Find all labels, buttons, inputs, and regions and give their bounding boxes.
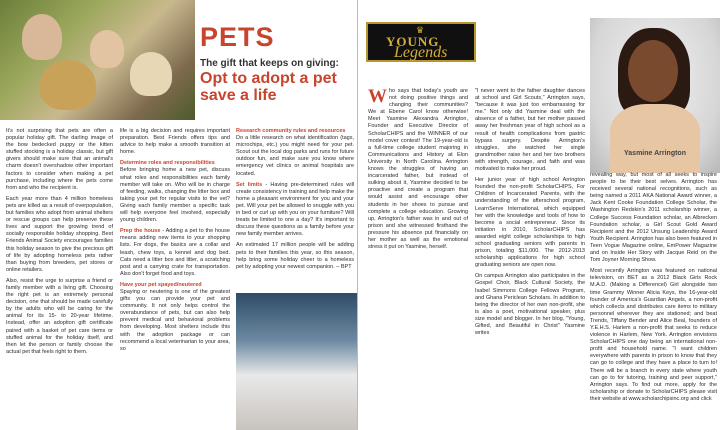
drop-cap: W [368, 86, 387, 107]
portrait-caption: Yasmine Arrington [624, 150, 686, 157]
pets-page [0, 0, 358, 430]
banner-top: YOUNG [386, 34, 440, 49]
subheading: Set limits [236, 181, 263, 188]
paragraph: revealing way, but most of all seeks to inspire people to be their best selves. Arrington has received several national recognitions, such as being named a 2011 AKA National Award winner, a Jack Kent Cooke Foundation College Scholar, the Washington Redskin's 2011 scholarship winner, a College Success Foundation scholar, an Albrecken Foundation scholar, a Girl Scout Gold Award Recipient and the 2012 Unsung Leadership Award Youth Recipient. Arrington has also been featured in Teen Vogue Magazine online, EmPower Magazine and on Inside Her Story with Jacque Reid on the Tom Joyner Morning Show. [590, 172, 717, 264]
headline: Opt to adopt a pet save a life [200, 70, 337, 104]
portrait-body [610, 104, 700, 173]
subheading: Determine roles and responsibilities [120, 160, 215, 167]
profile-column-2 [475, 88, 585, 341]
paragraph: It's not surprising that pets are often a popular holiday gift. The darling image of the bow bedecked puppy or the kitten stuffed stocking is a holiday classic, but gift givers should make sure that an animal's charm doesn't overshadow other important factors to consider when making a pet purchase, including where the pets come from and who the recipient is. [6, 128, 113, 191]
family-with-dog-photo [0, 0, 195, 120]
photo-figure [90, 30, 124, 68]
banner-bottom: Legends [394, 44, 448, 61]
photo-figure [22, 14, 62, 60]
profile-column-1 [368, 88, 468, 255]
young-legends-banner [366, 22, 476, 62]
article-column-1 [6, 128, 113, 360]
portrait-face [628, 40, 678, 102]
young-legends-page [358, 0, 720, 430]
paragraph: Each year more than 4 million homeless pets are killed as a result of overpopulation, but families who adopt from animal shelters or rescue groups can help preserve these lives and support the growing trend of socially responsible holiday shopping. Best Friends Animal Society encourages families this holiday season to give the precious gift of life by adopting homeless pets rather than buying from breeders, pet stores or online retailers. [6, 195, 113, 273]
section-title: PETS [200, 22, 275, 52]
paragraph: Before bringing home a new pet, discuss what roles and responsibilities each family member will take on. Who will be in charge of feeding, walks, changing the litter box and taking your pet for regular visits to the vet? Giving each family member a specific task will help everyone feel involved, especially young children. [120, 167, 230, 224]
paragraph: Having pre-determined rules will create consistency in training and help make the home a pleasant environment for you and your pet. Will your pet be allowed to snuggle with you in bed or curl up with you on your furniture? Will treats be limited to one a day? It's important to discuss these questions as a family before your new family member arrives. [236, 181, 355, 238]
profile-column-3 [590, 172, 717, 407]
kicker: The gift that keeps on giving: [200, 58, 339, 69]
paragraph: "I never went to the father daughter dances at school and Girl Scouts," Arrington says, "because it was just too embarrassing for me." Not only did Yasmine deal with the absence of a father, but her mother passed away her freshman year of high school as a result of health complications from gastric bypass surgery. Despite Arrington's struggles, she watched her single grandmother raise her and her two brothers with strength, courage, and faith and was motivated to make her proud. [475, 88, 585, 173]
paragraph: An estimated 17 million people will be adding pets to their families this year, so this season, help bring some holiday cheer to a homeless pet by adopting your newest companion. – BPT [236, 242, 354, 270]
subheading: Prep the house [120, 228, 161, 235]
paragraph: Do a little research on what identification (tags, microchips, etc.) you might need for your pet. Scout out the local dog parks and runs for future outdoor fun, and make sure you know where emergency vet clinics or animal hospitals are located. [236, 135, 354, 177]
paragraph: Her junior year of high school Arrington founded the non-profit ScholarCHIPS, For Children of Incarcerated Parents, with the understanding of the afterschool program, LearnServe International, which equipped her with the knowledge and tools of how to become a social entrepreneur. Since its initiation in 2010, ScholarCHIPS has awarded eight college scholarships to high school graduating seniors with parents in prison, totaling $11,000. The 2012-2013 scholarship applications for high school graduating seniors are open now. [475, 177, 585, 269]
subheading: Research community rules and resources [236, 128, 346, 134]
paragraph: life is a big decision and requires important preparation. Best Friends offers tips and advice to help make a smooth transition at home. [120, 128, 230, 156]
crown-icon: ♛ [416, 25, 425, 35]
paragraph: Adding a pet to the house means adding new items to your shopping lists. For dogs, the basics are a collar and leash, chew toys, a kennel and dog bed. Cats need a litter box and litter, a scratching post and a carrying crate for transportation. Also don't forget food and toys. [120, 228, 230, 277]
paragraph: Most recently Arrington was featured on national television, on BET as a 2012 Black Girls Rock M.A.D. (Making a Differencel) Girl alongside two time Grammy Winner Alicia Keys, the 16-year-old founder of America's Guardian Angels, a non-profit which collects and distributes care items to military personnel wherever they are stationed; and beat Trends, Tiffany Bender and Alice Beal, founders of Y.E.H.S. Harlem a non-profit that seeks to reduce violence in Harlem, New York. Arrington envisions ScholarCHIPS one day being an international non-profit and household name. "I want children everywhere with parents in prison to know that they can go to college and they have a place to turn to! There will be a branch in every state where youth can go to for tutoring, training and peer support," Arrington says. To find out more, apply for the scholarship or donate to ScholarCHIPS please visit their website at www.scholarchipsinc.org and click [590, 268, 717, 402]
photo-figure [130, 52, 172, 96]
paragraph: Spaying or neutering is one of the greatest gifts you can provide your pet and community. It not only helps control the overabundance of pets, but can also help prevent medical and behavioral problems from developing. Most shelters include this with the adoption package or can recommend a local veterinarian to your area, so [120, 288, 230, 352]
paragraph: On campus Arrington also participates in the Gospel Choir, Black Cultural Society, the Isabel Simmons College Fellows Program, and Ghana Periclean Scholars. In addition to being the director of her own non-profit, she is also a poet, motivational speaker, plus size model and blogger. In her blog, "Young, Gifted, and Beautiful in Christ" Yasmine writes [475, 273, 585, 337]
article-column-2: life is a big decision and requires important preparation. Best Friends offers tips and advice to help make a smooth transition at home. Determine roles and responsibilities Before bringing home a new pet, discuss what roles and responsibilities each family member will take on. Who will be in charge of feeding, walks, changing the litter box and taking your pet for regular visits to the vet? Giving each family member a specific task will help everyone feel involved, especially young children. Prep the house - Adding a pet to the house means adding new items to your shopping lists. For dogs, the basics are a collar and leash, chew toys, a kennel and dog bed. Cats need a litter box and litter, a scratching post and a carrying crate for transportation. Also don't forget food and toys. Have your pet spayed/neutered Spaying or neutering is one of the greatest gifts you can provide your pet and community. It not only helps control the overabundance of pets, but can also help prevent medical and behavioral problems from developing. Most shelters include this with the adoption package or can recommend a local veterinarian to your area, so [120, 128, 230, 352]
paragraph: Also, resist the urge to surprise a friend or family member with a living gift. Choosing the right pet is an extremely personal decision, one that should be made carefully by the adults who will be caring for the animal for its 15- to 20-year lifetime. Instead, offer an adoption gift certificate paired with a basket of pet care items or stuffed animal for the holiday itself, and then let the person or family choose the actual pet that feels right to them. [6, 277, 113, 355]
subheading: Have your pet spayed/neutered [120, 281, 202, 288]
pets-photo [236, 293, 358, 430]
article-column-3: Research community rules and resources Do a little research on what identification (tags, microchips, etc.) you might need for your pet. Scout out the local dog parks and runs for future outdoor fun, and make sure you know where emergency vet clinics or animal hospitals are located. Set limits - Having pre-determined rules will create consistency in training and help make the home a pleasant environment for you and your pet. Will your pet be allowed to snuggle with you in bed or curl up with you on your furniture? Will treats be limited to one a day? It's important to discuss these questions as a family before your new family member arrives. An estimated 17 million people will be adding pets to their families this year, so this season, help bring some holiday cheer to a homeless pet by adopting your newest companion. – BPT [236, 128, 355, 270]
paragraph: ho says that today's youth are not doing positive things and changing their communities? We at Ebene Carol know otherwise! Meet Yasmine Alexandra Arrington, Founder and Executive Director of ScholarCHIPS and the WINNER of our model cover contest! The 19-year-old is a full-time college student majoring in Communications and History at Elon University in North Carolina. Arrington knows the struggles of having an incarcerated father, but instead of sulking about it, Yasmine decided to be proactive and create a program that would assist and encourage other students in her shoes to pursue and complete a college education. Growing up, Arrington's father was in and out of prison and she witnessed firsthand the pressure his absence put financially on her mother as well as the emotional stress it put on Yasmine, herself. [368, 88, 468, 251]
photo-dog [40, 60, 96, 110]
